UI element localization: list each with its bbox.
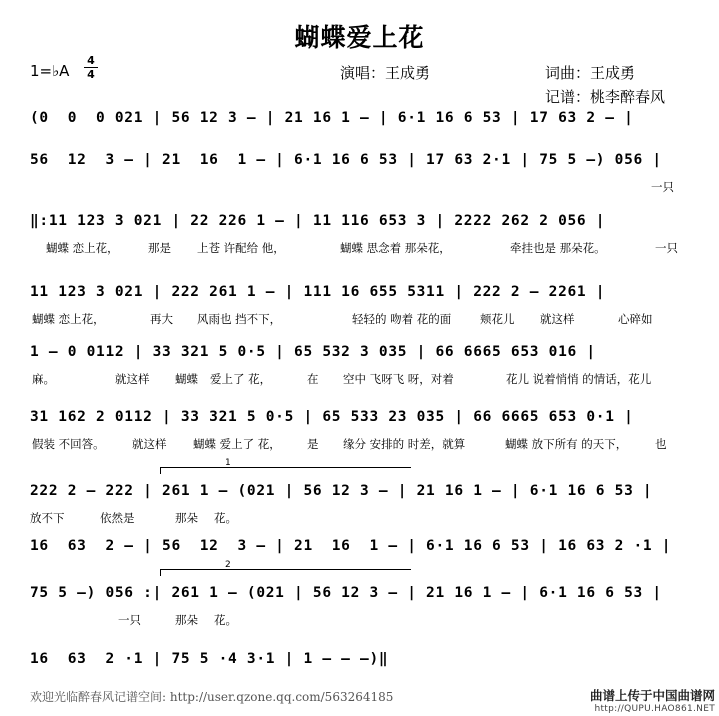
lyric-text: 依然是 <box>100 511 135 525</box>
lyric-text: 颊花儿 <box>480 312 515 326</box>
lyric-text: 花。 <box>214 511 237 525</box>
lyric-text: 就这样 <box>132 437 167 451</box>
lyric-text: 心碎如 <box>618 312 653 326</box>
lyric-text: 就这样 <box>540 312 575 326</box>
volta-bracket <box>160 560 411 576</box>
notation-text: (0 0 0 021 | 56 12 3 – | 21 16 1 – | 6·1 16 6 53 | 17 63 2 – | <box>30 110 634 126</box>
lyric-text: 轻轻的 吻着 花的面 <box>352 312 452 326</box>
lyric-text: 蝴蝶 放下所有 的天下， <box>505 437 628 451</box>
lyric-text: 在 <box>307 372 319 386</box>
notation-text: ‖:11 123 3 021 | 22 226 1 – | 11 116 653 3 | 2222 262 2 056 | <box>30 213 606 229</box>
notation-text: 1 – 0 0112 | 33 321 5 0·5 | 65 532 3 035 | 66 6665 653 016 | <box>30 344 596 360</box>
lyric-text: 花儿 说着悄悄 的情话，花儿 <box>506 372 652 386</box>
notation-text: 222 2 – 222 | 261 1 – (021 | 56 12 3 – | 21 16 1 – | 6·1 16 6 53 | <box>30 483 653 499</box>
watermark-site-name: 曲谱上传于中国曲谱网 <box>589 688 715 703</box>
notation-text: 56 12 3 – | 21 16 1 – | 6·1 16 6 53 | 17 63 2·1 | 75 5 –) 056 | <box>30 152 662 168</box>
notation-credit: 记谱：桃李醉春风 <box>545 88 666 106</box>
volta-label: 2 <box>225 560 231 570</box>
song-title: 蝴蝶爱上花 <box>294 23 425 52</box>
lyric-text: 爱上了 花， <box>210 372 272 386</box>
lyric-text: 牵挂也是 那朵花。 <box>510 241 606 255</box>
lyric-text: 那是 <box>148 241 171 255</box>
lyric-text: 蝴蝶 恋上花， <box>32 312 105 326</box>
lyric-text: 缘分 安排的 时差，就算 <box>343 437 466 451</box>
notation-text: 16 63 2 – | 56 12 3 – | 21 16 1 – | 6·1 16 6 53 | 16 63 2 ·1 | <box>30 538 672 554</box>
lyric-text: 是 <box>307 437 319 451</box>
lyric-text: 就这样 <box>115 372 150 386</box>
notation-text: 11 123 3 021 | 222 261 1 – | 111 16 655 5311 | 222 2 – 2261 | <box>30 284 606 300</box>
lyric-text: 上苍 许配给 他， <box>197 241 285 255</box>
lyric-text: 一只 <box>651 180 674 194</box>
notation-text: 16 63 2 ·1 | 75 5 ·4 3·1 | 1 – – –)‖ <box>30 651 389 667</box>
welcome-footer: 欢迎光临醉春风记谱空间: http://user.qzone.qq.com/563264185 <box>30 690 394 704</box>
lyric-text: 花。 <box>214 613 237 627</box>
singer-credit: 演唱：王成勇 <box>340 64 431 82</box>
lyric-text: 那朵 <box>175 613 198 627</box>
watermark-stamp <box>590 686 715 714</box>
watermark-site-url: http://QUPU.HAO861.NET <box>594 704 715 714</box>
lyric-text: 麻。 <box>32 372 55 386</box>
lyric-text: 再大 <box>150 312 173 326</box>
lyric-text: 放不下 <box>30 511 65 525</box>
lyric-text: 风雨也 挡不下， <box>197 312 282 326</box>
lyric-text: 蝴蝶 恋上花， <box>46 241 119 255</box>
notation-text: 31 162 2 0112 | 33 321 5 0·5 | 65 533 23 035 | 66 6665 653 0·1 | <box>30 409 634 425</box>
time-sig-bottom: 4 <box>87 68 95 81</box>
time-signature <box>84 55 98 80</box>
notation-text: 75 5 –) 056 :| 261 1 – (021 | 56 12 3 – | 21 16 1 – | 6·1 16 6 53 | <box>30 585 662 601</box>
time-sig-top: 4 <box>87 54 95 67</box>
composer-credit: 词曲：王成勇 <box>545 64 636 82</box>
volta-bracket <box>160 458 411 474</box>
lyric-text: 那朵 <box>175 511 198 525</box>
lyric-text: 空中 飞呀飞 呀，对着 <box>343 372 454 386</box>
lyric-text: 一只 <box>118 613 141 627</box>
lyric-text: 蝴蝶 思念着 那朵花， <box>340 241 451 255</box>
volta-label: 1 <box>225 458 231 468</box>
lyric-text: 蝴蝶 爱上了 花， <box>193 437 281 451</box>
lyric-text: 一只 <box>655 241 678 255</box>
lyric-text: 假装 不回答。 <box>32 437 105 451</box>
lyric-text: 也 <box>655 437 667 451</box>
key-signature: 1=♭A <box>30 62 70 80</box>
lyric-text: 蝴蝶 <box>175 372 198 386</box>
